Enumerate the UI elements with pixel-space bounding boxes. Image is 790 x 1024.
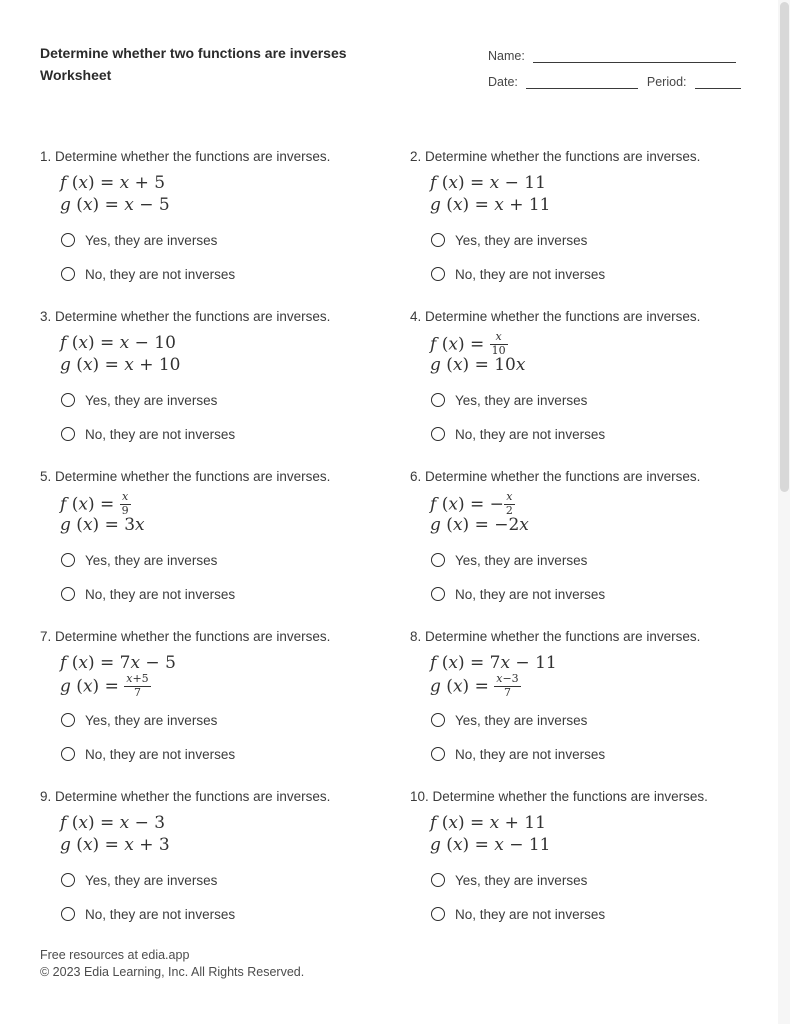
- f-equation: f (x) = x − 3: [60, 813, 166, 833]
- f-equation: f (x) = x − 11: [430, 173, 546, 193]
- worksheet-title-line1: Determine whether two functions are inverses: [40, 45, 347, 61]
- f-equation: f (x) = x − 10: [60, 333, 176, 353]
- answer-option-no[interactable]: [431, 584, 780, 604]
- no-radio-icon[interactable]: [431, 747, 445, 761]
- problems-grid: [40, 147, 780, 947]
- problem-math: [430, 652, 780, 699]
- answer-option-no[interactable]: [431, 424, 780, 444]
- no-radio-icon[interactable]: [61, 427, 75, 441]
- g-equation: g (x) = x − 5: [60, 195, 170, 215]
- problem-6: [410, 467, 780, 627]
- problem-prompt: Determine whether the functions are inverses.: [421, 629, 701, 644]
- g-equation: g (x) = x − 11: [430, 835, 551, 855]
- answer-option-yes[interactable]: [431, 870, 780, 890]
- yes-option-label: Yes, they are inverses: [455, 232, 588, 248]
- no-radio-icon[interactable]: [61, 747, 75, 761]
- f-equation: f (x) = $\frac{x}{9}$: [60, 490, 129, 517]
- f-equation: f (x) = x + 5: [60, 173, 166, 193]
- g-equation: g (x) = x + 10: [60, 355, 181, 375]
- f-equation: f (x) = 7x − 5: [60, 653, 176, 673]
- no-option-label: No, they are not inverses: [85, 586, 236, 602]
- date-blank-line: [526, 75, 638, 89]
- student-fillin-block: [488, 48, 741, 89]
- problem-heading: [410, 787, 780, 807]
- no-radio-icon[interactable]: [61, 587, 75, 601]
- problem-number: 4.: [410, 309, 422, 324]
- g-equation: g (x) = x + 3: [60, 835, 170, 855]
- problem-heading: [40, 307, 410, 327]
- no-radio-icon[interactable]: [61, 267, 75, 281]
- yes-option-label: Yes, they are inverses: [85, 232, 218, 248]
- problem-heading: [40, 627, 410, 647]
- problem-5: [40, 467, 410, 627]
- g-equation: g (x) = −2x: [430, 515, 529, 535]
- answer-option-yes[interactable]: [61, 390, 410, 410]
- problem-heading: [410, 147, 780, 167]
- no-radio-icon[interactable]: [431, 267, 445, 281]
- answer-option-no[interactable]: [61, 264, 410, 284]
- problem-9: [40, 787, 410, 947]
- problem-math: [60, 172, 410, 216]
- no-option-label: No, they are not inverses: [455, 746, 606, 762]
- yes-radio-icon[interactable]: [61, 713, 75, 727]
- yes-radio-icon[interactable]: [431, 873, 445, 887]
- answer-option-no[interactable]: [61, 584, 410, 604]
- yes-radio-icon[interactable]: [431, 393, 445, 407]
- yes-radio-icon[interactable]: [61, 393, 75, 407]
- no-radio-icon[interactable]: [61, 907, 75, 921]
- yes-option-label: Yes, they are inverses: [85, 872, 218, 888]
- yes-radio-icon[interactable]: [61, 233, 75, 247]
- answer-option-yes[interactable]: [61, 550, 410, 570]
- problem-heading: [40, 467, 410, 487]
- problem-number: 6.: [410, 469, 422, 484]
- yes-radio-icon[interactable]: [431, 713, 445, 727]
- scrollbar-track[interactable]: [778, 0, 790, 1024]
- answer-option-yes[interactable]: [61, 870, 410, 890]
- worksheet-title: [40, 42, 347, 86]
- g-equation: g (x) = 10x: [430, 355, 526, 375]
- problem-prompt: Determine whether the functions are inverses.: [421, 149, 701, 164]
- footer-copyright-text: © 2023 Edia Learning, Inc. All Rights Reserved.: [40, 965, 305, 979]
- answer-option-no[interactable]: [431, 264, 780, 284]
- answer-option-no[interactable]: [61, 744, 410, 764]
- answer-option-yes[interactable]: [61, 230, 410, 250]
- g-equation: g (x) = 3x: [60, 515, 145, 535]
- problem-heading: [40, 787, 410, 807]
- worksheet-title-line2: Worksheet: [40, 67, 112, 83]
- no-option-label: No, they are not inverses: [455, 266, 606, 282]
- period-label: Period:: [646, 75, 687, 89]
- answer-option-no[interactable]: [61, 904, 410, 924]
- problem-math: [430, 172, 780, 216]
- answer-option-no[interactable]: [61, 424, 410, 444]
- yes-option-label: Yes, they are inverses: [85, 392, 218, 408]
- answer-option-yes[interactable]: [431, 710, 780, 730]
- problem-prompt: Determine whether the functions are inverses.: [421, 469, 701, 484]
- period-blank-line: [695, 75, 741, 89]
- date-label: Date:: [488, 75, 518, 89]
- problem-heading: [410, 307, 780, 327]
- problem-prompt: Determine whether the functions are inverses.: [51, 309, 331, 324]
- problem-math: [430, 332, 780, 376]
- problem-heading: [40, 147, 410, 167]
- problem-prompt: Determine whether the functions are inverses.: [51, 149, 331, 164]
- yes-radio-icon[interactable]: [61, 553, 75, 567]
- problem-number: 7.: [40, 629, 52, 644]
- problem-number: 10.: [410, 789, 429, 804]
- f-equation: f (x) = x + 11: [430, 813, 546, 833]
- f-equation: f (x) = $\frac{x}{10}$: [430, 330, 506, 357]
- f-equation: f (x) = 7x − 11: [430, 653, 557, 673]
- yes-option-label: Yes, they are inverses: [455, 392, 588, 408]
- answer-option-no[interactable]: [431, 904, 780, 924]
- problem-number: 9.: [40, 789, 52, 804]
- yes-radio-icon[interactable]: [431, 553, 445, 567]
- problem-8: [410, 627, 780, 787]
- yes-option-label: Yes, they are inverses: [455, 552, 588, 568]
- answer-option-yes[interactable]: [431, 550, 780, 570]
- problem-math: [60, 652, 410, 699]
- problem-prompt: Determine whether the functions are inverses.: [421, 309, 701, 324]
- problem-2: [410, 147, 780, 307]
- problem-math: [430, 812, 780, 856]
- no-option-label: No, they are not inverses: [455, 906, 606, 922]
- problem-prompt: Determine whether the functions are inverses.: [51, 469, 331, 484]
- problem-prompt: Determine whether the functions are inverses.: [51, 789, 331, 804]
- answer-option-yes[interactable]: [61, 710, 410, 730]
- yes-option-label: Yes, they are inverses: [455, 712, 588, 728]
- yes-option-label: Yes, they are inverses: [85, 552, 218, 568]
- problem-7: [40, 627, 410, 787]
- answer-option-no[interactable]: [431, 744, 780, 764]
- g-equation: g (x) = $\frac{x+5}{7}$: [60, 672, 149, 699]
- problem-10: [410, 787, 780, 947]
- name-label: Name:: [488, 49, 525, 63]
- no-option-label: No, they are not inverses: [85, 746, 236, 762]
- yes-option-label: Yes, they are inverses: [455, 872, 588, 888]
- problem-number: 1.: [40, 149, 52, 164]
- page-footer: [40, 947, 304, 981]
- date-period-row: [488, 74, 741, 89]
- no-option-label: No, they are not inverses: [85, 906, 236, 922]
- no-option-label: No, they are not inverses: [85, 426, 236, 442]
- scrollbar-thumb[interactable]: [780, 2, 789, 492]
- problem-4: [410, 307, 780, 467]
- no-radio-icon[interactable]: [431, 587, 445, 601]
- problem-number: 3.: [40, 309, 52, 324]
- footer-resources-text: Free resources at edia.app: [40, 948, 190, 962]
- name-row: [488, 48, 741, 63]
- problem-heading: [410, 467, 780, 487]
- problem-prompt: Determine whether the functions are inverses.: [428, 789, 708, 804]
- yes-option-label: Yes, they are inverses: [85, 712, 218, 728]
- problem-number: 5.: [40, 469, 52, 484]
- problem-number: 8.: [410, 629, 422, 644]
- problem-heading: [410, 627, 780, 647]
- name-blank-line: [533, 49, 736, 63]
- answer-option-yes[interactable]: [431, 390, 780, 410]
- problem-3: [40, 307, 410, 467]
- problem-math: [60, 332, 410, 376]
- g-equation: g (x) = x + 11: [430, 195, 551, 215]
- problem-1: [40, 147, 410, 307]
- no-radio-icon[interactable]: [431, 907, 445, 921]
- problem-math: [60, 492, 410, 536]
- f-equation: f (x) = − $\frac{x}{2}$: [430, 490, 513, 517]
- no-option-label: No, they are not inverses: [85, 266, 236, 282]
- yes-radio-icon[interactable]: [431, 233, 445, 247]
- problem-math: [430, 492, 780, 536]
- no-radio-icon[interactable]: [431, 427, 445, 441]
- no-option-label: No, they are not inverses: [455, 426, 606, 442]
- answer-option-yes[interactable]: [431, 230, 780, 250]
- problem-math: [60, 812, 410, 856]
- no-option-label: No, they are not inverses: [455, 586, 606, 602]
- g-equation: g (x) = $\frac{x-3}{7}$: [430, 672, 519, 699]
- problem-prompt: Determine whether the functions are inverses.: [51, 629, 331, 644]
- yes-radio-icon[interactable]: [61, 873, 75, 887]
- problem-number: 2.: [410, 149, 422, 164]
